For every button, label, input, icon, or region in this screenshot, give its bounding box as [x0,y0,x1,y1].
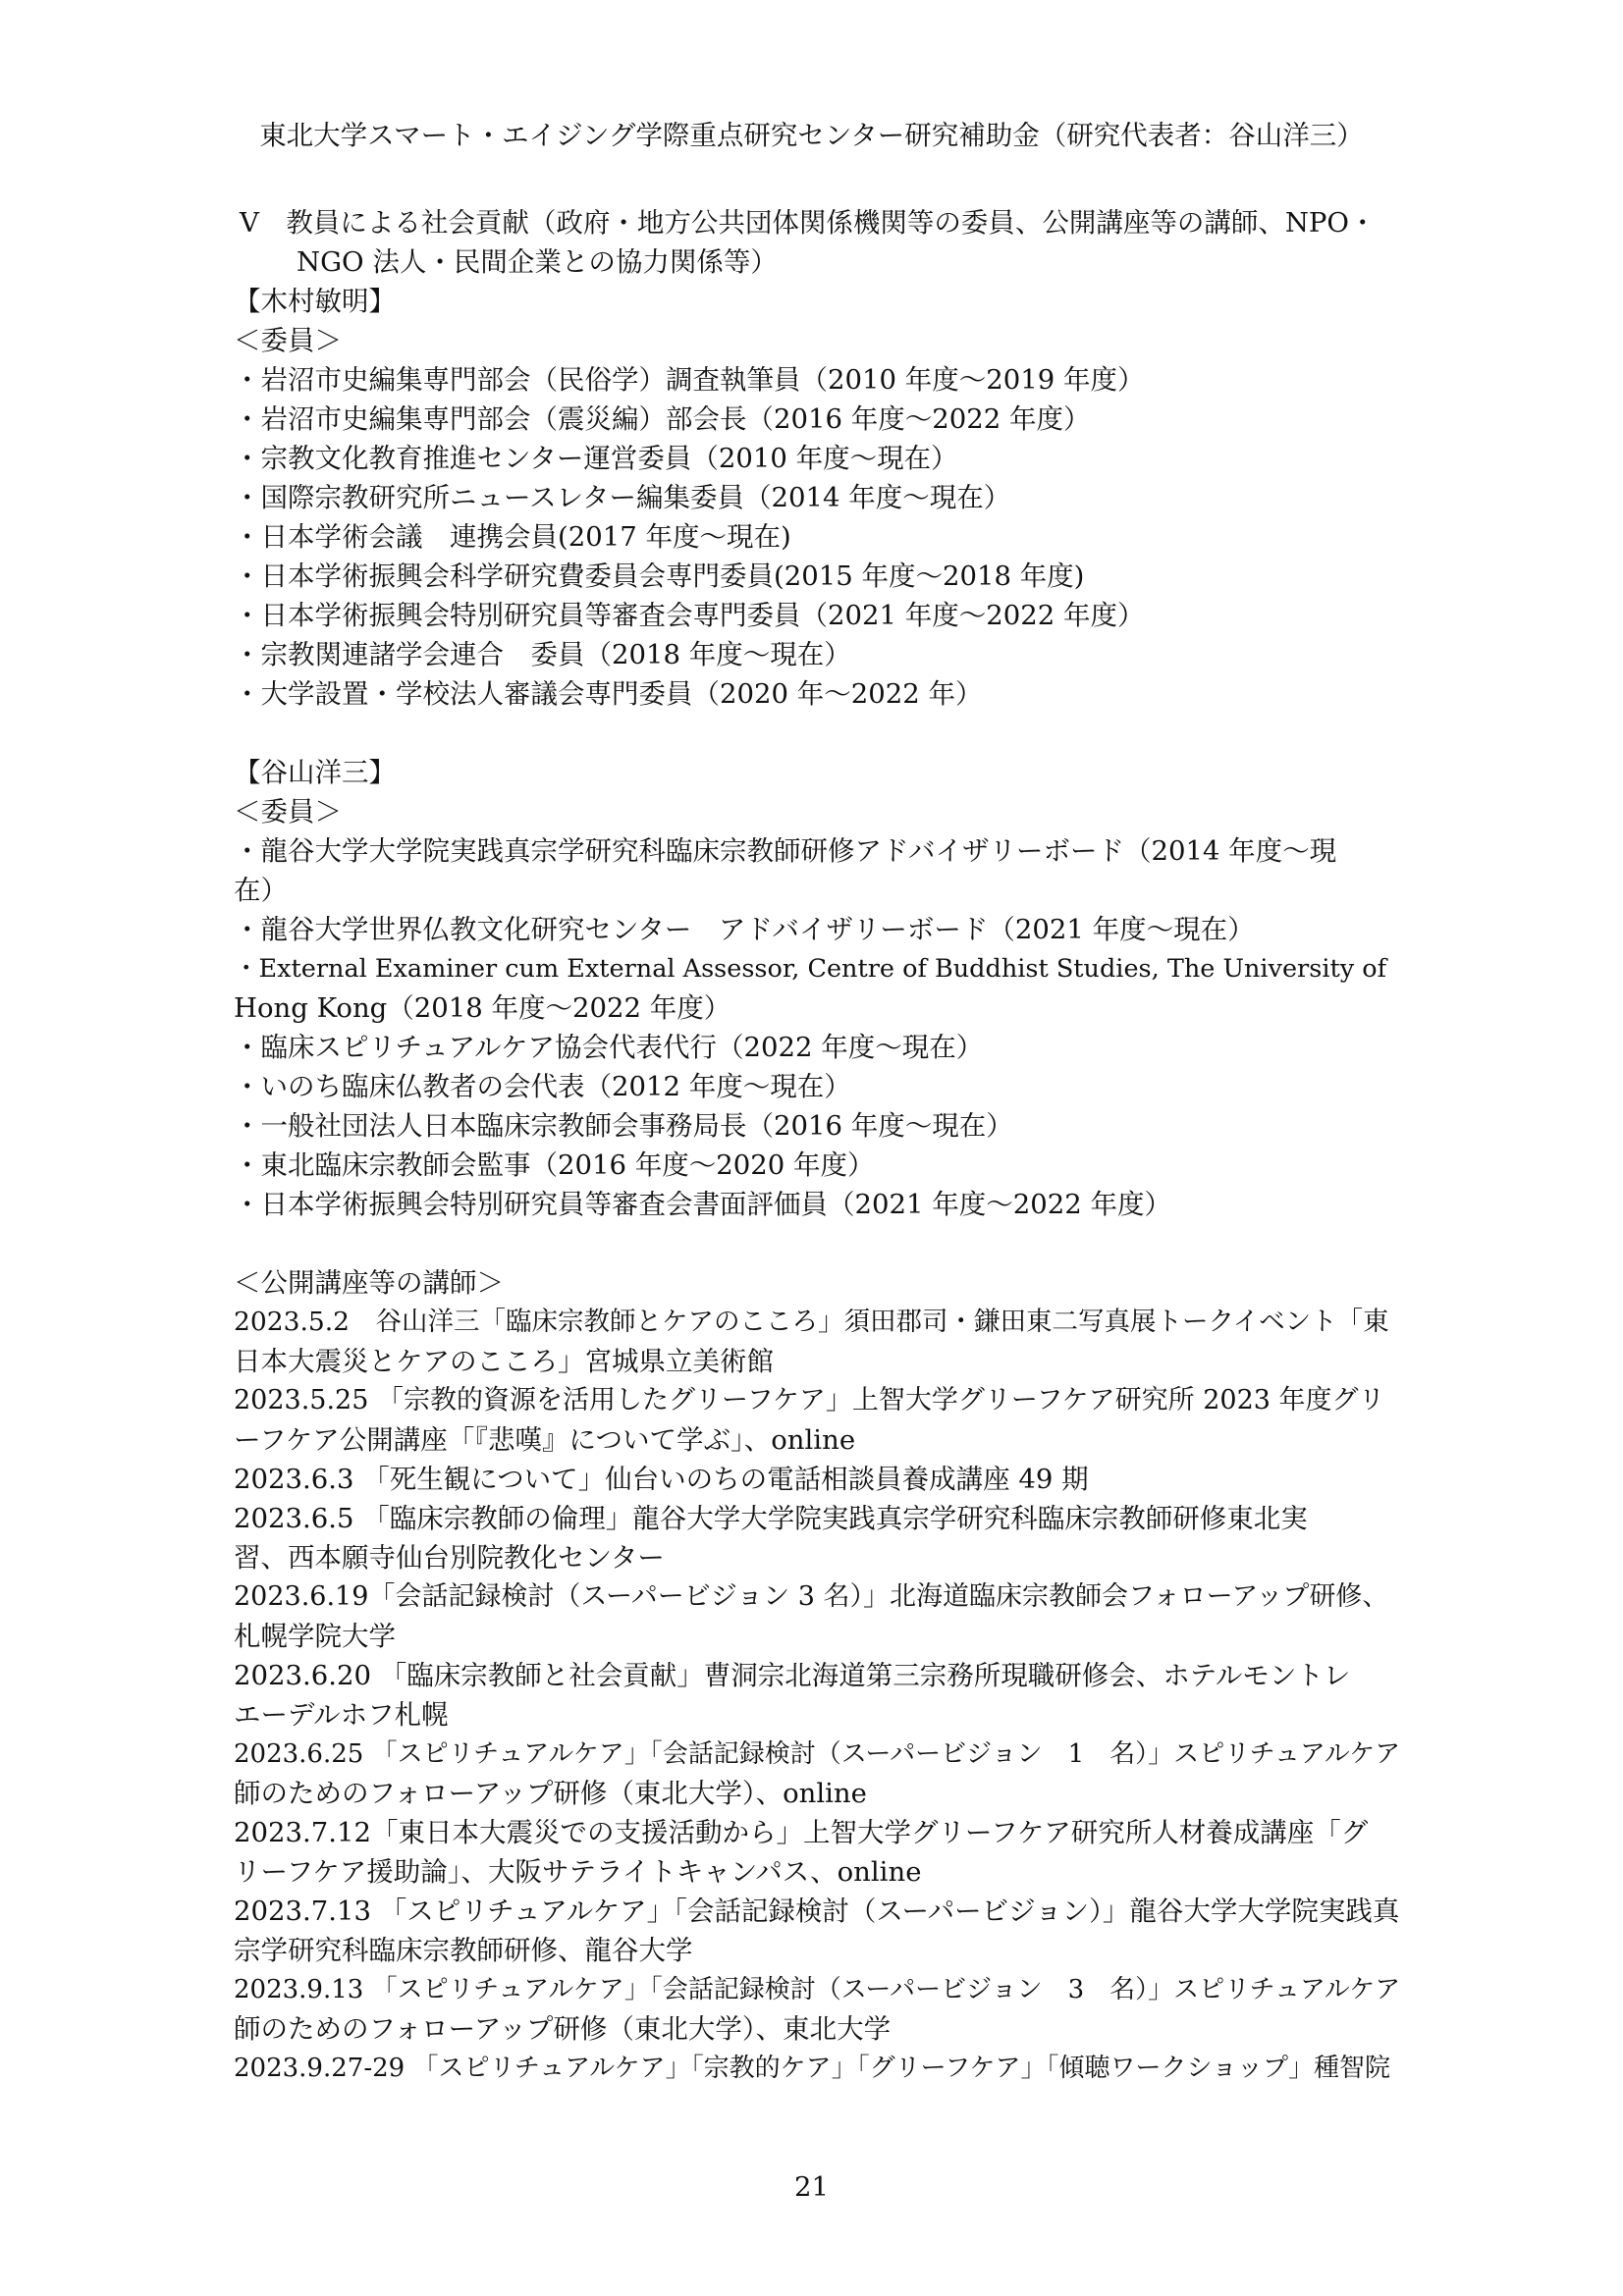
list-item: ・岩沼市史編集専門部会（民俗学）調査執筆員（2010 年度～2019 年度） [234,364,1145,396]
list-item: ・龍谷大学世界仏教文化研究センター アドバイザリーボード（2021 年度～現在） [234,914,1255,945]
list-item: ・日本学術会議 連携会員(2017 年度～現在) [234,521,791,553]
person-heading-taniyama: 【谷山洋三】 [234,757,396,788]
section-title: Ⅴ 教員による社会貢献（政府・地方公共団体関係機関等の委員、公開講座等の講師、NPO・ [240,207,1377,239]
lecture-entry-continuation: エーデルホフ札幌 [234,1699,449,1731]
list-item: ・日本学術振興会科学研究費委員会専門委員(2015 年度～2018 年度) [234,561,1085,592]
lecture-entry-continuation: 日本大震災とケアのこころ」宮城県立美術館 [234,1346,774,1377]
person-heading-kimura: 【木村敏明】 [234,286,396,317]
lecture-entry-continuation: ーフケア公開講座「『悲嘆』について学ぶ」、online [234,1424,856,1456]
lecture-entry-continuation: 師のためのフォローアップ研修（東北大学）、online [234,1778,867,1809]
list-item: ・大学設置・学校法人審議会専門委員（2020 年～2022 年） [234,678,983,710]
lecture-entry-continuation: 師のためのフォローアップ研修（東北大学）、東北大学 [234,2013,892,2045]
list-item: ・External Examiner cum External Assessor, Centre of Buddhist Studies, The University of [234,954,1387,984]
lecture-entry-continuation: 札幌学院大学 [234,1621,396,1652]
list-item: ・日本学術振興会特別研究員等審査会書面評価員（2021 年度～2022 年度） [234,1189,1171,1220]
list-item: ・宗教文化教育推進センター運営委員（2010 年度～現在） [234,443,958,474]
list-item: ・日本学術振興会特別研究員等審査会専門委員（2021 年度～2022 年度） [234,600,1145,631]
lecture-entry: 2023.7.12「東日本大震災での支援活動から」上智大学グリーフケア研究所人材養成講座「グ [234,1817,1369,1848]
committee-heading: ＜委員＞ [234,325,342,356]
lecture-entry-continuation: リーフケア援助論」、大阪サテライトキャンパス、online [234,1856,922,1888]
section-title-continuation: NGO 法人・民間企業との協力関係等） [297,246,778,278]
lecture-entry: 2023.6.20 「臨床宗教師と社会貢献」曹洞宗北海道第三宗務所現職研修会、ホテルモントレ [234,1660,1351,1691]
list-item: ・宗教関連諸学会連合 委員（2018 年度～現在） [234,639,851,670]
lecture-entry-continuation: 宗学研究科臨床宗教師研修、龍谷大学 [234,1935,693,1966]
lecture-entry: 2023.9.27-29 「スピリチュアルケア」「宗教的ケア」「グリーフケア」「傾聴ワークショップ」種智院 [234,2054,1390,2083]
list-item: ・国際宗教研究所ニュースレター編集委員（2014 年度～現在） [234,482,1011,513]
list-item: ・龍谷大学大学院実践真宗学研究科臨床宗教師研修アドバイザリーボード（2014 年度～現 [234,835,1337,867]
list-item: ・いのち臨床仏教者の会代表（2012 年度～現在） [234,1071,851,1102]
list-item: ・一般社団法人日本臨床宗教師会事務局長（2016 年度～現在） [234,1110,1013,1142]
lecture-entry-continuation: 習、西本願寺仙台別院教化センター [234,1542,665,1574]
list-item-continuation: Hong Kong（2018 年度～2022 年度） [234,992,731,1024]
page-number: 21 [794,2171,829,2203]
lecture-entry: 2023.6.19「会話記録検討（スーパービジョン 3 名）」北海道臨床宗教師会フォローアップ研修、 [234,1581,1389,1612]
kimura-committee-list [234,360,1402,714]
lectures-heading: ＜公開講座等の講師＞ [234,1267,504,1299]
spacer [234,714,1402,753]
lecture-entry: 2023.6.5 「臨床宗教師の倫理」龍谷大学大学院実践真宗学研究科臨床宗教師研修東北実 [234,1503,1308,1534]
page-content [234,203,1402,2088]
running-header: 東北大学スマート・エイジング学際重点研究センター研究補助金（研究代表者：谷山洋三） [259,120,1364,151]
taniyama-committee-list [234,831,1402,1224]
committee-heading: ＜委員＞ [234,796,342,828]
list-item: ・岩沼市史編集専門部会（震災編）部会長（2016 年度～2022 年度） [234,403,1091,435]
list-item: ・臨床スピリチュアルケア協会代表代行（2022 年度～現在） [234,1032,984,1063]
lecture-entry: 2023.6.25 「スピリチュアルケア」「会話記録検討（スーパービジョン 1 名）」スピリチュアルケア [234,1739,1401,1769]
spacer [234,1224,1402,1263]
lecture-entry: 2023.5.2 谷山洋三「臨床宗教師とケアのこころ」須田郡司・鎌田東二写真展トークイベント「東 [234,1307,1389,1337]
lecture-entry: 2023.9.13 「スピリチュアルケア」「会話記録検討（スーパービジョン 3 名）」スピリチュアルケア [234,1975,1401,2004]
list-item-continuation: 在） [234,875,288,906]
lecture-entry: 2023.7.13 「スピリチュアルケア」「会話記録検討（スーパービジョン）」龍谷大学大学院実践真 [234,1896,1400,1927]
list-item: ・東北臨床宗教師会監事（2016 年度～2020 年度） [234,1149,875,1181]
lecture-list [234,1303,1402,2088]
lecture-entry: 2023.6.3 「死生観について」仙台いのちの電話相談員養成講座 49 期 [234,1464,1089,1495]
lecture-entry: 2023.5.25 「宗教的資源を活用したグリーフケア」上智大学グリーフケア研究所 2023 年度グリ [234,1385,1385,1415]
